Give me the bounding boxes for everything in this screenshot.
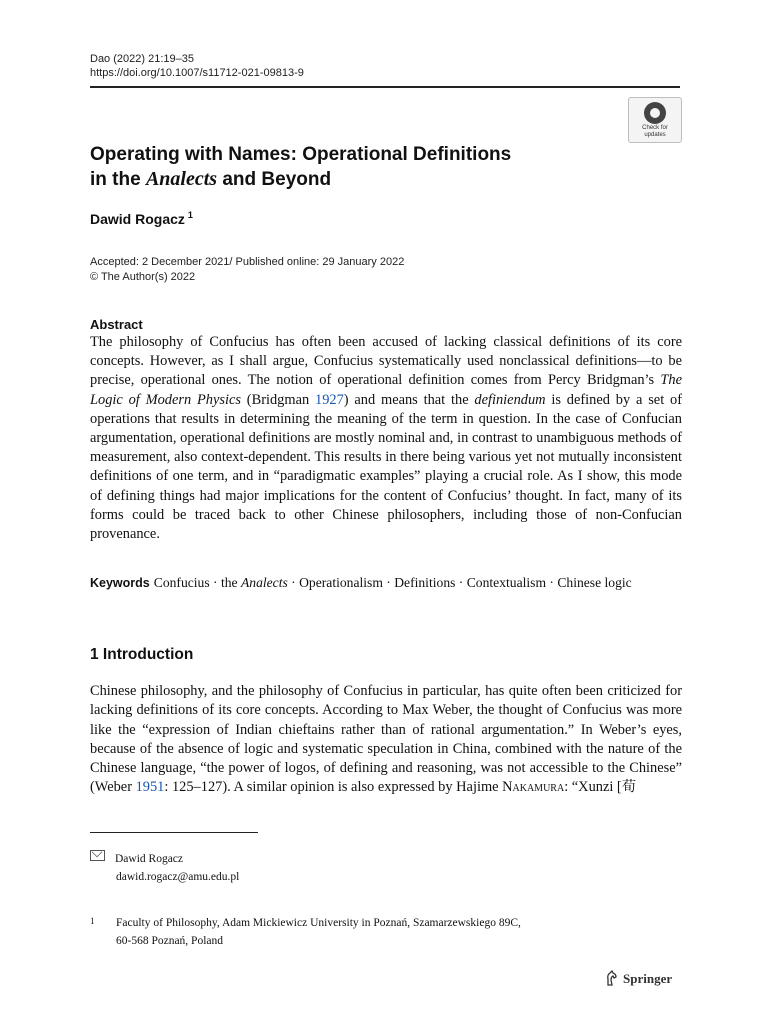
contact-name: Dawid Rogacz — [115, 853, 184, 865]
badge-text-line2: updates — [644, 132, 666, 138]
affiliation-footnote — [90, 914, 682, 950]
affiliation-marker: 1 — [187, 210, 193, 220]
abstract-p1: The philosophy of Confucius has often been accused of lacking classical definitions of its core concepts. However, as I shall argue, Confucius systematically used nonclassical definitions—to be precise, operational ones. The notion of operational definition comes from Percy Bridgman’s — [90, 334, 682, 389]
corresponding-author — [90, 850, 239, 886]
title-line2-post: and Beyond — [217, 169, 332, 190]
affil-line1: Faculty of Philosophy, Adam Mickiewicz University in Poznań, Szamarzewskiego 89C, — [116, 917, 521, 929]
publication-dates: Accepted: 2 December 2021/ Published online: 29 January 2022 — [90, 256, 405, 268]
affil-marker: 1 — [90, 916, 95, 926]
paper-title — [90, 143, 630, 192]
copyright: © The Author(s) 2022 — [90, 271, 196, 283]
contact-email[interactable]: dawid.rogacz@amu.edu.pl — [116, 871, 240, 883]
abstract-text — [90, 333, 682, 544]
title-line1: Operating with Names: Operational Definitions — [90, 144, 512, 165]
affil-line2: 60-568 Poznań, Poland — [116, 935, 224, 947]
keywords-pre: Confucius · the — [153, 575, 241, 590]
keywords-post: · Operationalism · Definitions · Contextualism · Chinese logic — [287, 575, 632, 590]
keywords — [90, 573, 682, 594]
abstract-cite-pre: (Bridgman — [240, 391, 315, 408]
abstract-definiendum: definiendum — [474, 391, 546, 408]
envelope-icon — [90, 850, 105, 861]
header-rule — [90, 86, 680, 88]
journal-header — [90, 52, 304, 80]
journal-citation: Dao (2022) 21:19–35 — [90, 53, 194, 65]
intro-surname: Nakamura — [502, 779, 565, 796]
badge-text-line1: Check for — [642, 125, 668, 131]
abstract-book-title: The Logic of Modern Physics — [90, 372, 682, 408]
citation-link-weber[interactable]: 1951 — [135, 779, 165, 796]
author-line — [90, 210, 193, 227]
citation-link-bridgman[interactable]: 1927 — [315, 391, 344, 408]
springer-horse-icon — [605, 970, 619, 986]
title-italic: Analects — [145, 168, 218, 190]
introduction-text — [90, 682, 682, 798]
intro-text-2: : 125–127). A similar opinion is also expressed by Hajime — [164, 779, 503, 796]
intro-text-3: : “Xunzi [荀 — [564, 779, 637, 796]
doi-link[interactable]: https://doi.org/10.1007/s11712-021-09813-9 — [90, 67, 304, 79]
check-for-updates-badge[interactable] — [628, 97, 682, 143]
section-heading: 1 Introduction — [90, 646, 194, 663]
title-line2 — [90, 167, 630, 192]
intro-text-1: Chinese philosophy, and the philosophy of Confucius in particular, has quite often been criticized for lacking definitions of its core concepts. According to Max Weber, the thought of Confucius was more like the “expression of Indian chieftains rather than of rational argumentation.” In Weber’s eyes, because of the absence of logic and systematic speculation in China, combined with the nature of the Chinese language, “the power of logos, of defining and reasoning, was not accessible to the Chinese” (Weber — [90, 683, 682, 796]
title-line2-pre: in the — [90, 169, 146, 190]
publication-info — [90, 255, 404, 285]
publisher-name: Springer — [623, 971, 673, 986]
check-for-updates-icon — [644, 102, 666, 124]
publisher-logo — [605, 970, 672, 987]
abstract-heading: Abstract — [90, 317, 143, 332]
abstract-p2: ) and means that the — [343, 391, 475, 408]
footnote-rule — [90, 832, 258, 833]
keywords-label: Keywords — [90, 576, 150, 590]
keywords-italic: Analects — [240, 575, 288, 590]
author-name[interactable]: Dawid Rogacz — [90, 211, 185, 227]
abstract-p3: is defined by a set of operations that results in determining the meaning of the term in question. In the case of Confucian argumentation, operational definitions are mostly nominal and, in contrast to unambiguous methods of measurement, also context-dependent. This results in there being various yet not mutually inconsistent definitions of one term, and in “paradigmatic examples” playing a crucial role. As I show, this mode of defining things had major implications for the content of Confucius’ thought. In fact, many of its forms could be traced back to other Chinese philosophers, including those of non-Confucian provenance. — [90, 391, 683, 543]
